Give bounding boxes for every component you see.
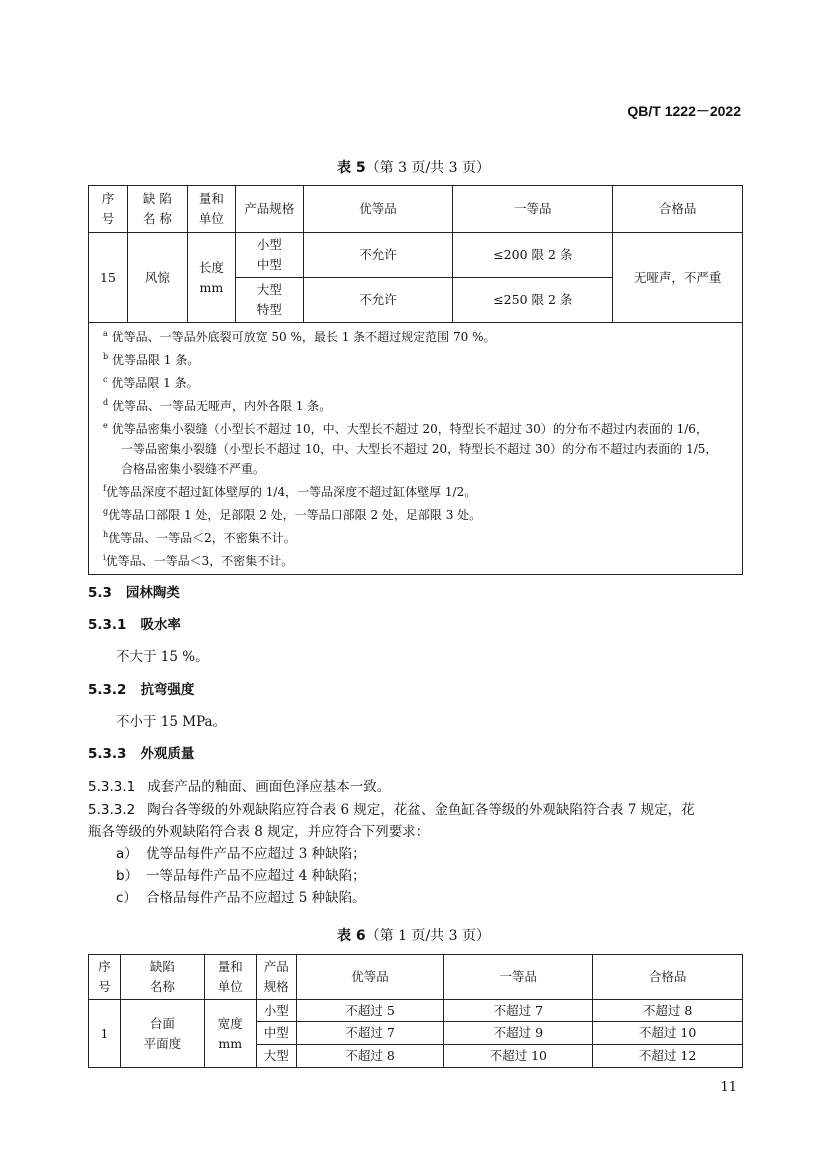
row-qualified: 无哑声，不严重 bbox=[613, 233, 743, 323]
table-row bbox=[89, 1000, 743, 1022]
note-i: $^i$优等品、一等品＜3，不密集不计。 bbox=[103, 553, 294, 568]
row-defect: 台面 平面度 bbox=[120, 1000, 204, 1068]
row-first-1: ≤200 限 2 条 bbox=[453, 233, 613, 278]
clause-5-3-3-1: 5.3.3.1 成套产品的釉面、画面色泽应基本一致。 bbox=[88, 779, 391, 795]
header-excellent: 优等品 bbox=[303, 186, 453, 233]
header-spec: 产品规格 bbox=[235, 186, 303, 233]
table5-caption-label: 表 5 bbox=[337, 160, 366, 176]
section-5-3: 5.3 园林陶类 bbox=[88, 585, 180, 601]
header-qualified: 合格品 bbox=[613, 186, 743, 233]
note-e-line2: 一等品密集小裂缝（小型长不超过 10，中、大型长不超过 20，特型长不超过 30）的分布不超过内表面的 1/5， bbox=[121, 442, 718, 456]
section-5-3-3: 5.3.3 外观质量 bbox=[88, 746, 195, 762]
row-spec-small-medium: 小型 中型 bbox=[235, 233, 303, 278]
table6-caption-rest: （第 1 页/共 3 页） bbox=[365, 928, 490, 944]
header-no: 序 号 bbox=[89, 955, 121, 1000]
row-excellent-2: 不允许 bbox=[303, 278, 453, 323]
table6-caption bbox=[0, 925, 827, 945]
table6-header-row bbox=[89, 955, 743, 1000]
header-unit: 量和 单位 bbox=[204, 955, 256, 1000]
row-qualified-medium: 不超过 10 bbox=[593, 1022, 743, 1045]
note-c: $^c$ 优等品限 1 条。 bbox=[103, 375, 199, 390]
row-no: 15 bbox=[89, 233, 128, 323]
table5-caption-rest: （第 3 页/共 3 页） bbox=[365, 160, 490, 176]
row-unit: 长度 mm bbox=[187, 233, 235, 323]
note-e-line3: 合格品密集小裂缝不严重。 bbox=[121, 462, 266, 476]
row-spec-large: 大型 bbox=[256, 1045, 296, 1068]
row-spec-large-special: 大型 特型 bbox=[235, 278, 303, 323]
row-excellent-small: 不超过 5 bbox=[296, 1000, 444, 1022]
table5 bbox=[88, 185, 743, 575]
section-5-3-2-body: 不小于 15 MPa。 bbox=[116, 714, 227, 730]
header-unit: 量和 单位 bbox=[187, 186, 235, 233]
header-excellent: 优等品 bbox=[296, 955, 444, 1000]
row-qualified-small: 不超过 8 bbox=[593, 1000, 743, 1022]
section-5-3-2: 5.3.2 抗弯强度 bbox=[88, 682, 195, 698]
clause-5-3-3-2-line2: 瓶各等级的外观缺陷符合表 8 规定，并应符合下列要求： bbox=[88, 824, 430, 840]
row-defect: 风惊 bbox=[127, 233, 187, 323]
clause-5-3-3-2: 5.3.3.2 陶台各等级的外观缺陷应符合表 6 规定，花盆、金鱼缸各等级的外观缺陷符合表 7 规定，花 bbox=[88, 802, 695, 818]
list-item: b） 一等品每件产品不应超过 4 种缺陷； bbox=[116, 868, 366, 884]
table6-caption-label: 表 6 bbox=[337, 928, 366, 944]
row-first-medium: 不超过 9 bbox=[444, 1022, 593, 1045]
table5-caption bbox=[0, 157, 827, 177]
note-f: $^f$优等品深度不超过缸体壁厚的 1/4，一等品深度不超过缸体壁厚 1/2。 bbox=[103, 484, 477, 499]
row-unit: 宽度 mm bbox=[204, 1000, 256, 1068]
header-first: 一等品 bbox=[444, 955, 593, 1000]
table5-notes bbox=[89, 323, 743, 575]
table5-header-row bbox=[89, 186, 743, 233]
note-b: $^b$ 优等品限 1 条。 bbox=[103, 352, 200, 367]
header-defect: 缺 陷 名 称 bbox=[127, 186, 187, 233]
table-row bbox=[89, 233, 743, 278]
note-d: $^d$ 优等品、一等品无哑声，内外各限 1 条。 bbox=[103, 398, 332, 413]
note-a: $^a$ 优等品、一等品外底裂可放宽 50 %，最长 1 条不超过规定范围 70 %。 bbox=[103, 329, 496, 344]
header-first: 一等品 bbox=[453, 186, 613, 233]
note-g: $^g$优等品口部限 1 处，足部限 2 处，一等品口部限 2 处，足部限 3 处。 bbox=[103, 507, 482, 522]
row-spec-small: 小型 bbox=[256, 1000, 296, 1022]
header-spec: 产品 规格 bbox=[256, 955, 296, 1000]
row-excellent-1: 不允许 bbox=[303, 233, 453, 278]
table6 bbox=[88, 954, 743, 1068]
table5-notes-row bbox=[89, 323, 743, 575]
row-first-large: 不超过 10 bbox=[444, 1045, 593, 1068]
header-no: 序 号 bbox=[89, 186, 128, 233]
row-first-small: 不超过 7 bbox=[444, 1000, 593, 1022]
section-5-3-1: 5.3.1 吸水率 bbox=[88, 617, 181, 633]
row-qualified-large: 不超过 12 bbox=[593, 1045, 743, 1068]
header-qualified: 合格品 bbox=[593, 955, 743, 1000]
row-no: 1 bbox=[89, 1000, 121, 1068]
row-first-2: ≤250 限 2 条 bbox=[453, 278, 613, 323]
header-defect: 缺陷 名称 bbox=[120, 955, 204, 1000]
note-h: $^h$优等品、一等品＜2，不密集不计。 bbox=[103, 530, 296, 545]
standard-number: QB/T 1222－2022 bbox=[627, 103, 741, 119]
note-e: $^e$ 优等品密集小裂缝（小型长不超过 10，中、大型长不超过 20，特型长不超过 30）的分布不超过内表面的 1/6， bbox=[103, 421, 708, 436]
row-excellent-medium: 不超过 7 bbox=[296, 1022, 444, 1045]
list-item: a） 优等品每件产品不应超过 3 种缺陷； bbox=[116, 846, 366, 862]
row-excellent-large: 不超过 8 bbox=[296, 1045, 444, 1068]
section-5-3-1-body: 不大于 15 %。 bbox=[116, 649, 209, 665]
row-spec-medium: 中型 bbox=[256, 1022, 296, 1045]
page-number: 11 bbox=[720, 1080, 737, 1095]
list-item: c） 合格品每件产品不应超过 5 种缺陷。 bbox=[116, 890, 366, 906]
